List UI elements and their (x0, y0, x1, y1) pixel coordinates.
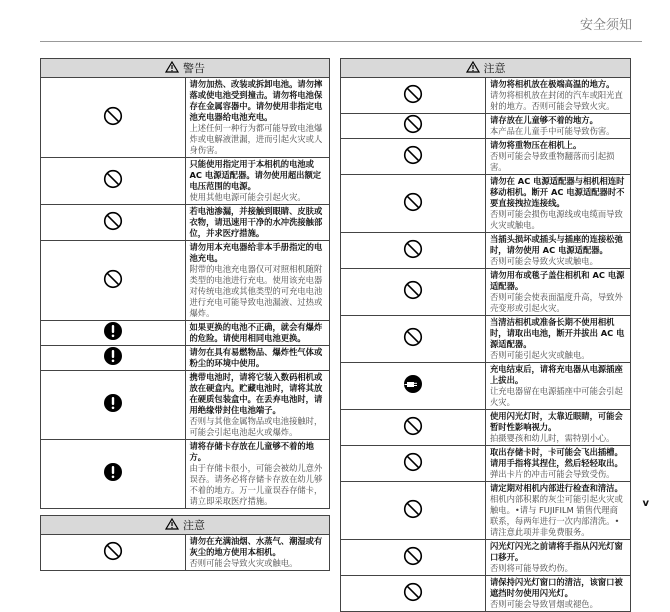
safety-row (341, 363, 631, 410)
safety-row (341, 482, 631, 540)
prohibition-icon (403, 452, 423, 476)
safety-row (41, 440, 330, 509)
mandatory-icon (103, 462, 123, 486)
warning-triangle-icon (165, 518, 179, 533)
mandatory-icon (103, 346, 123, 370)
safety-instruction: 使用闪光灯时，太靠近眼睛，可能会暂时性影响视力。 (490, 411, 623, 432)
prohibition-icon (403, 499, 423, 523)
safety-instruction: 当插头损坏或插头与插座的连接松弛时，请勿使用 AC 电源适配器。 (490, 234, 623, 255)
safety-explanation: 使用其他电源可能会引起火灾。 (189, 192, 306, 202)
safety-instruction: 请将存储卡存放在儿童够不着的地方。 (189, 441, 314, 462)
prohibition-icon (103, 541, 123, 565)
safety-explanation: 附带的电池充电器仅可对照相机随附类型的电池进行充电。使用该充电器对传统电池或其他类型的可充电电池进行充电可能导致电池漏液、过热或爆炸。 (189, 264, 323, 318)
safety-explanation: 否则可能会损伤电源线或电缆而导致火灾或触电。 (490, 209, 623, 230)
safety-instruction: 请勿在具有易燃物品、爆炸性气体或粉尘的环境中使用。 (189, 347, 323, 368)
safety-explanation: 上述任何一种行为都可能导致电池爆炸或电解液泄漏，进而引起火灾或人身伤害。 (189, 123, 323, 155)
caution-header-row (341, 59, 631, 78)
safety-instruction: 请勿将重物压在相机上。 (490, 140, 582, 150)
right-column (340, 58, 631, 612)
prohibition-icon (403, 114, 423, 138)
prohibition-icon (403, 546, 423, 570)
safety-instruction: 请存放在儿童够不着的地方。 (490, 115, 598, 125)
safety-row (341, 410, 631, 446)
safety-explanation: 本产品在儿童手中可能导致伤害。 (490, 126, 615, 136)
safety-row (41, 535, 330, 571)
warning-table (40, 58, 330, 509)
prohibition-icon (403, 327, 423, 351)
safety-instruction: 请勿将相机放在极端高温的地方。 (490, 79, 615, 89)
prohibition-icon (103, 269, 123, 293)
safety-row (341, 233, 631, 269)
safety-instruction: 请勿在 AC 电源适配器与相机相连时移动相机。断开 AC 电源适配器时不要直接拽拉连接线。 (490, 176, 625, 208)
mandatory-icon (103, 321, 123, 345)
safety-row (41, 321, 330, 346)
safety-explanation: 拍摄婴孩和幼儿时，需特别小心。 (490, 433, 615, 443)
safety-instruction: 如果更换的电池不正确，就会有爆炸的危险。请使用相同电池更换。 (189, 322, 323, 343)
safety-instruction: 请勿用布或毯子盖住相机和 AC 电源适配器。 (490, 270, 625, 291)
safety-explanation: 由于存储卡很小，可能会被幼儿意外误吞。请务必将存储卡存放在幼儿够不着的地方。万一儿童误吞存储卡，请立即采取医疗措施。 (189, 463, 323, 506)
safety-explanation: 否则可能会导致火灾或触电。 (189, 558, 298, 568)
safety-explanation: 否则可能会导致冒烟或褪色。 (490, 599, 598, 609)
safety-instruction: 请勿用本充电器给非本手册指定的电池充电。 (189, 242, 323, 263)
prohibition-icon (403, 192, 423, 216)
safety-explanation: 否则可能引起火灾或触电。 (490, 350, 590, 360)
safety-instruction: 闪光灯闪光之前请将手指从闪光灯窗口移开。 (490, 541, 623, 562)
warning-triangle-icon (466, 61, 480, 76)
safety-row (341, 446, 631, 482)
safety-row (341, 114, 631, 139)
safety-row (341, 139, 631, 175)
warning-header-row (41, 59, 330, 78)
safety-explanation: 否则可能会导致火灾或触电。 (490, 256, 598, 266)
safety-row (341, 316, 631, 363)
safety-instruction: 请勿加热、改装或拆卸电池。请勿摔落或使电池受到撞击。请勿将电池保存在金属容器中。请勿使用非指定电池充电器给电池充电。 (189, 79, 323, 122)
safety-row (341, 78, 631, 114)
safety-explanation: 相机内部积累的灰尘可能引起火灾或触电。•请与 FUJIFILM 销售代理商联系，每两年进行一次内部清洗。•请注意此项并非免费服务。 (490, 494, 623, 537)
mandatory-icon (103, 393, 123, 417)
caution-header-row (41, 516, 330, 535)
prohibition-icon (403, 84, 423, 108)
safety-explanation: 请勿将相机放在封闭的汽车或阳光直射的地方。否则可能会导致火灾。 (490, 90, 623, 111)
prohibition-icon (403, 280, 423, 304)
safety-instruction: 充电结束后，请将充电器从电源插座上拔出。 (490, 364, 623, 385)
left-column (40, 58, 330, 571)
unplug-icon (402, 374, 424, 398)
safety-explanation: 弹出卡片的冲击可能会导致受伤。 (490, 469, 615, 479)
prohibition-icon (403, 145, 423, 169)
safety-row (41, 158, 330, 205)
safety-instruction: 当清洁相机或准备长期不使用相机时，请取出电池，断开并拔出 AC 电源适配器。 (490, 317, 625, 349)
safety-row (341, 540, 631, 576)
safety-row (41, 241, 330, 321)
safety-explanation: 否则可能会使表面温度升高，导致外壳变形或引起火灾。 (490, 292, 623, 313)
prohibition-icon (403, 582, 423, 606)
warning-title: 警告 (183, 62, 205, 75)
safety-instruction: 只能使用指定用于本相机的电池或 AC 电源适配器。请勿使用超出额定电压范围的电源。 (189, 159, 322, 191)
prohibition-icon (103, 169, 123, 193)
warning-triangle-icon (165, 61, 179, 76)
prohibition-icon (403, 239, 423, 263)
safety-row (341, 175, 631, 233)
prohibition-icon (103, 106, 123, 130)
safety-instruction: 取出存储卡时，卡可能会飞出插槽。请用手指将其捏住，然后轻轻取出。 (490, 447, 623, 468)
safety-row (41, 205, 330, 241)
caution-title: 注意 (483, 62, 506, 75)
page-number: v (642, 498, 649, 509)
prohibition-icon (403, 416, 423, 440)
safety-instruction: 请保持闪光灯窗口的清洁，该窗口被遮挡时勿使用闪光灯。 (490, 577, 623, 598)
safety-instruction: 请勿在充满油烟、水蒸气、潮湿或有灰尘的地方使用本相机。 (189, 536, 323, 557)
safety-explanation: 否则可能会导致重物翻落而引起损害。 (490, 151, 615, 172)
safety-instruction: 请定期对相机内部进行检查和清洁。 (490, 483, 623, 493)
caution-title: 注意 (183, 519, 205, 532)
safety-row (41, 371, 330, 440)
safety-instruction: 携带电池时，请将它装入数码相机或放在硬盒内。贮藏电池时，请将其放在硬质包装盒中。在丢弃电池时，请用绝缘带封住电池端子。 (189, 372, 323, 415)
page-header-title: 安全须知 (579, 18, 632, 33)
safety-row (341, 269, 631, 316)
safety-row (41, 346, 330, 371)
safety-explanation: 让充电器留在电源插座中可能会引起火灾。 (490, 386, 623, 407)
safety-explanation: 否则将可能导致灼伤。 (490, 563, 573, 573)
safety-instruction: 若电池渗漏，并接触到眼睛、皮肤或衣物，请迅速用干净的水冲洗接触部位，并求医疗措施。 (189, 206, 323, 238)
left-caution-table (40, 515, 330, 571)
safety-explanation: 否则与其他金属物品或电池接触时，可能会引起电池起火或爆炸。 (189, 416, 323, 437)
safety-row (41, 78, 330, 158)
prohibition-icon (103, 211, 123, 235)
header-rule (40, 41, 642, 42)
right-caution-table (340, 58, 631, 612)
safety-row (341, 576, 631, 612)
